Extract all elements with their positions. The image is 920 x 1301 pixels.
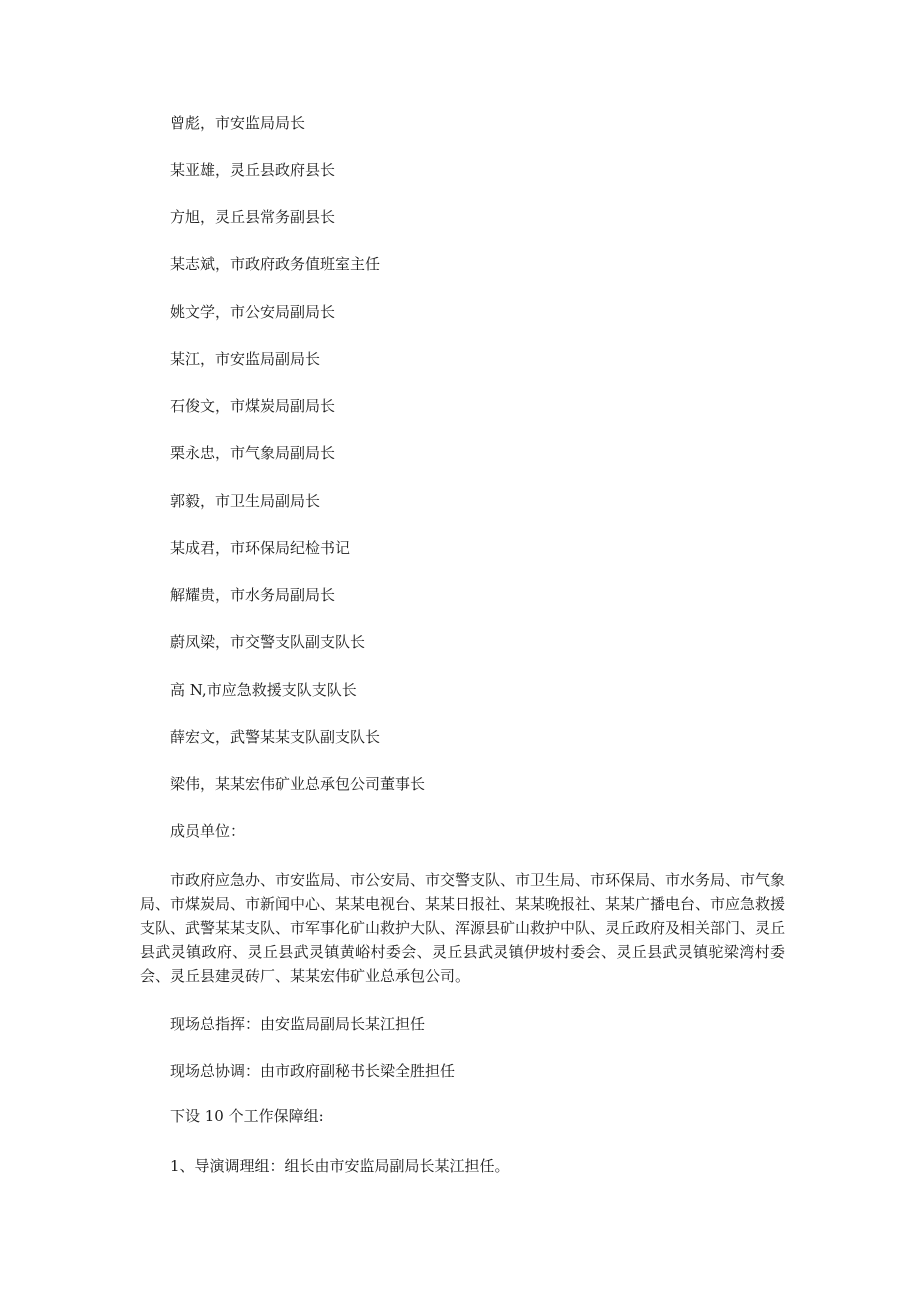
group-1: 1、导演调理组：组长由市安监局副局长某江担任。 [170, 1157, 510, 1175]
member-line-15: 梁伟，某某宏伟矿业总承包公司董事长 [170, 775, 426, 793]
member-line-1: 曾彪，市安监局局长 [170, 114, 306, 132]
member-line-10: 某成君，市环保局纪检书记 [170, 539, 351, 557]
member-line-6: 某江，市安监局副局长 [170, 350, 321, 368]
member-line-14: 薛宏文，武警某某支队副支队长 [170, 728, 381, 746]
site-commander: 现场总指挥：由安监局副局长某江担任 [170, 1015, 426, 1033]
member-line-4: 某志斌，市政府政务值班室主任 [170, 255, 381, 273]
units-paragraph: 市政府应急办、市安监局、市公安局、市交警支队、市卫生局、市环保局、市水务局、市气象局、市煤炭局、市新闻中心、某某电视台、某某日报社、某某晚报社、某某广播电台、市应急救援支队、武警某某支队、市军事化矿山救护大队、浑源县矿山救护中队、灵丘政府及相关部门、灵丘县武灵镇政府、灵丘县武灵镇黄峪村委会、灵丘县武灵镇伊坡村委会、灵丘县武灵镇驼梁湾村委会、灵丘县建灵砖厂、某某宏伟矿业总承包公司。 [140, 871, 786, 985]
groups-intro: 下设 10 个工作保障组: [170, 1107, 324, 1125]
member-line-2: 某亚雄，灵丘县政府县长 [170, 161, 336, 179]
member-line-5: 姚文学，市公安局副局长 [170, 303, 336, 321]
member-line-8: 栗永忠，市气象局副局长 [170, 444, 336, 462]
member-line-3: 方旭，灵丘县常务副县长 [170, 208, 336, 226]
member-line-9: 郭毅，市卫生局副局长 [170, 492, 321, 510]
units-heading: 成员单位： [170, 822, 246, 840]
member-line-13: 高 N,市应急救援支队支队长 [170, 681, 357, 699]
member-line-12: 蔚凤梁，市交警支队副支队长 [170, 633, 366, 651]
member-line-7: 石俊文，市煤炭局副局长 [170, 397, 336, 415]
site-coordinator: 现场总协调：由市政府副秘书长梁全胜担任 [170, 1062, 456, 1080]
member-line-11: 解耀贵，市水务局副局长 [170, 586, 336, 604]
